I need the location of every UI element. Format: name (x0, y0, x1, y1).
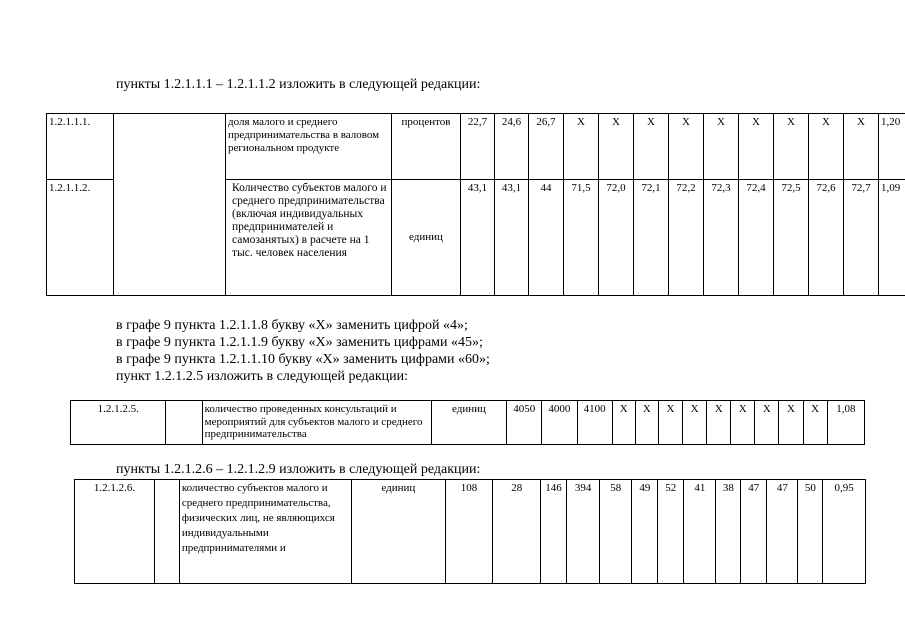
row-code: 1.2.1.1.1. (47, 114, 114, 180)
table-row (75, 480, 866, 584)
value-cell: 41 (684, 480, 716, 584)
value-cell: 72,0 (599, 180, 634, 296)
value-cell: X (803, 401, 827, 445)
value-cell: 1,20 (879, 114, 905, 180)
value-cell: X (612, 401, 635, 445)
value-cell: 47 (741, 480, 767, 584)
value-cell: X (599, 114, 634, 180)
value-cell: 72,5 (774, 180, 809, 296)
instruction-text-3: в графе 9 пункта 1.2.1.1.9 букву «Х» заменить цифрами «45»; (116, 335, 483, 350)
instruction-text-4: в графе 9 пункта 1.2.1.1.10 букву «Х» заменить цифрами «60»; (116, 352, 490, 367)
value-cell: 394 (567, 480, 600, 584)
table-row (47, 114, 905, 180)
value-cell: X (658, 401, 682, 445)
value-cell: 28 (493, 480, 541, 584)
value-cell: X (707, 401, 731, 445)
value-cell: X (739, 114, 774, 180)
value-cell: 71,5 (564, 180, 599, 296)
value-cell: 108 (445, 480, 493, 584)
row-unit: единиц (392, 180, 461, 296)
value-cell: 72,7 (844, 180, 879, 296)
value-cell: 72,2 (669, 180, 704, 296)
value-cell: X (704, 114, 739, 180)
row-unit: процентов (392, 114, 461, 180)
value-cell: 43,1 (461, 180, 495, 296)
row-description: доля малого и среднего предпринимательства в валовом региональном продукте (226, 114, 392, 180)
value-cell: 0,95 (823, 480, 866, 584)
empty-cell (154, 480, 179, 584)
instruction-text-5: пункт 1.2.1.2.5 изложить в следующей редакции: (116, 369, 408, 384)
value-cell: 72,3 (704, 180, 739, 296)
row-code: 1.2.1.2.6. (75, 480, 155, 584)
row-description: Количество субъектов малого и среднего предпринимательства (включая индивидуальных предпринимателей и самозанятых) в расчете на 1 тыс. человек населения (226, 180, 392, 296)
table-row (71, 401, 865, 445)
indicators-table-3 (74, 479, 866, 584)
value-cell: 72,4 (739, 180, 774, 296)
value-cell: 47 (767, 480, 798, 584)
row-code: 1.2.1.1.2. (47, 180, 114, 296)
value-cell: X (731, 401, 755, 445)
row-unit: единиц (431, 401, 506, 445)
value-cell: 58 (600, 480, 632, 584)
value-cell: 38 (716, 480, 741, 584)
value-cell: 44 (529, 180, 564, 296)
value-cell: X (779, 401, 803, 445)
value-cell: 50 (798, 480, 823, 584)
value-cell: 146 (541, 480, 567, 584)
value-cell: 72,1 (634, 180, 669, 296)
instruction-text-1: пункты 1.2.1.1.1 – 1.2.1.1.2 изложить в следующей редакции: (116, 77, 481, 92)
row-description: количество субъектов малого и среднего предпринимательства, физических лиц, не являющихся индивидуальными предпринимателями и (179, 480, 351, 584)
row-description: количество проведенных консультаций и мероприятий для субъектов малого и среднего предпринимательства (202, 401, 431, 445)
value-cell: X (809, 114, 844, 180)
value-cell: 4050 (507, 401, 542, 445)
value-cell: X (755, 401, 779, 445)
instruction-text-6: пункты 1.2.1.2.6 – 1.2.1.2.9 изложить в следующей редакции: (116, 462, 481, 477)
value-cell: X (634, 114, 669, 180)
value-cell: 4000 (542, 401, 577, 445)
value-cell: X (669, 114, 704, 180)
row-code: 1.2.1.2.5. (71, 401, 166, 445)
value-cell: X (774, 114, 809, 180)
value-cell: 1,09 (879, 180, 905, 296)
value-cell: X (564, 114, 599, 180)
empty-cell (166, 401, 202, 445)
value-cell: 26,7 (529, 114, 564, 180)
indicators-table-1 (46, 113, 905, 296)
value-cell: X (844, 114, 879, 180)
value-cell: X (683, 401, 707, 445)
value-cell: 43,1 (495, 180, 529, 296)
value-cell: 24,6 (495, 114, 529, 180)
row-unit: единиц (352, 480, 445, 584)
value-cell: 1,08 (827, 401, 864, 445)
empty-cell (114, 114, 226, 296)
value-cell: 72,6 (809, 180, 844, 296)
value-cell: 49 (632, 480, 658, 584)
instruction-text-2: в графе 9 пункта 1.2.1.1.8 букву «Х» заменить цифрой «4»; (116, 318, 468, 333)
value-cell: X (635, 401, 658, 445)
value-cell: 52 (658, 480, 684, 584)
value-cell: 22,7 (461, 114, 495, 180)
value-cell: 4100 (577, 401, 612, 445)
indicators-table-2 (70, 400, 865, 445)
